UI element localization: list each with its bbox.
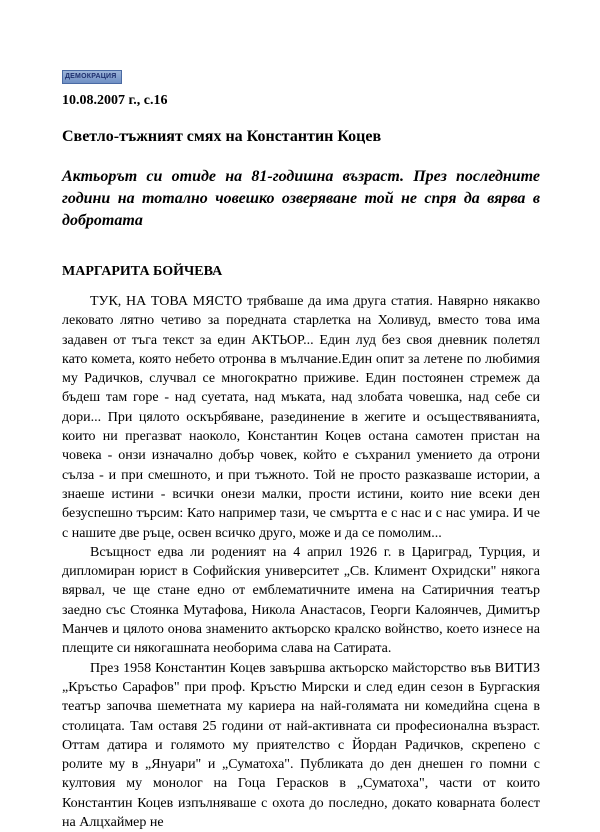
issue-dateline: 10.08.2007 г., с.16 [62,93,168,108]
article-author: МАРГАРИТА БОЙЧЕВА [62,264,223,279]
article-lead: Актьорът си отиде на 81-годишна възраст. През последните години на тотално човешко озверяване той не спря да вярва в добротата [62,168,540,229]
article-headline: Светло-тъжният смях на Константин Коцев [62,128,382,145]
body-paragraph-1: ТУК, НА ТОВА МЯСТО трябваше да има друга статия. Навярно някакво лековато лятно четиво за поредната старлетка на Холивуд, вместо това има задавен от тъга текст за един АКТЬОР... Един луд без своя дневник полетял като комета, която небето отронва в мълчание.Един опит за летене по любимия му Радичков, случвал се многократно приживе. Един постоянен стремеж да бъдеш там горе - над суетата, над мъката, над злобата човешка, над себе си дори... При цялото оскърбяване, разединение в жегите и осъществяванията, които ни прегазват наоколо, Константин Коцев остана самотен пристан на човека - онзи изначално добър човек, който е съхранил умението да отрони сълза - и при смешното, и при тъжното. Той не просто разказваше истории, а знаеше истини - всички онези малки, прости истини, които ние всеки ден безуспешно търсим: Като например тази, че смъртта е с нас и с нас умира. И че с нашите две ръце, освен всичко друго, може и да се помолим... [62,294,540,541]
body-paragraph-2: Всъщност едва ли роденият на 4 април 1926 г. в Цариград, Турция, и дипломиран юрист в Софийския университет „Св. Климент Охридски" някога вярвал, че ще стане едно от емблематичните имена на Сатиричния театър заедно със Стоянка Мутафова, Никола Анастасов, Георги Калоянчев, Димитър Манчев и цялото онова знаменито актьорско кралско войнство, което изнесе на плещите си някогашната необорима слава на Сатирата. [62,544,540,657]
body-paragraph-3: През 1958 Константин Коцев завършва актьорско майсторство във ВИТИЗ „Кръстьо Сарафов" при проф. Кръстю Мирски и след един сезон в Бургаския театър започва шеметната му кариера на най-голямата ни комедийна сцена в столицата. Там оставя 25 години от най-активната си професионална възраст. Оттам датира и голямото му приятелство с Йордан Радичков, скрепено с ролите му в „Януари" и „Суматоха". Публиката до ден днешен го помни с култовия му монолог на Гоца Герасков в „Суматоха", части от които Константин Коцев изпълняваше с охота до последно, докато коварната болест на Алцхаймер не [62,660,540,831]
article-body [62,292,540,832]
newspaper-logo: ДЕМОКРАЦИЯ [62,70,122,84]
newspaper-clipping [62,70,540,832]
